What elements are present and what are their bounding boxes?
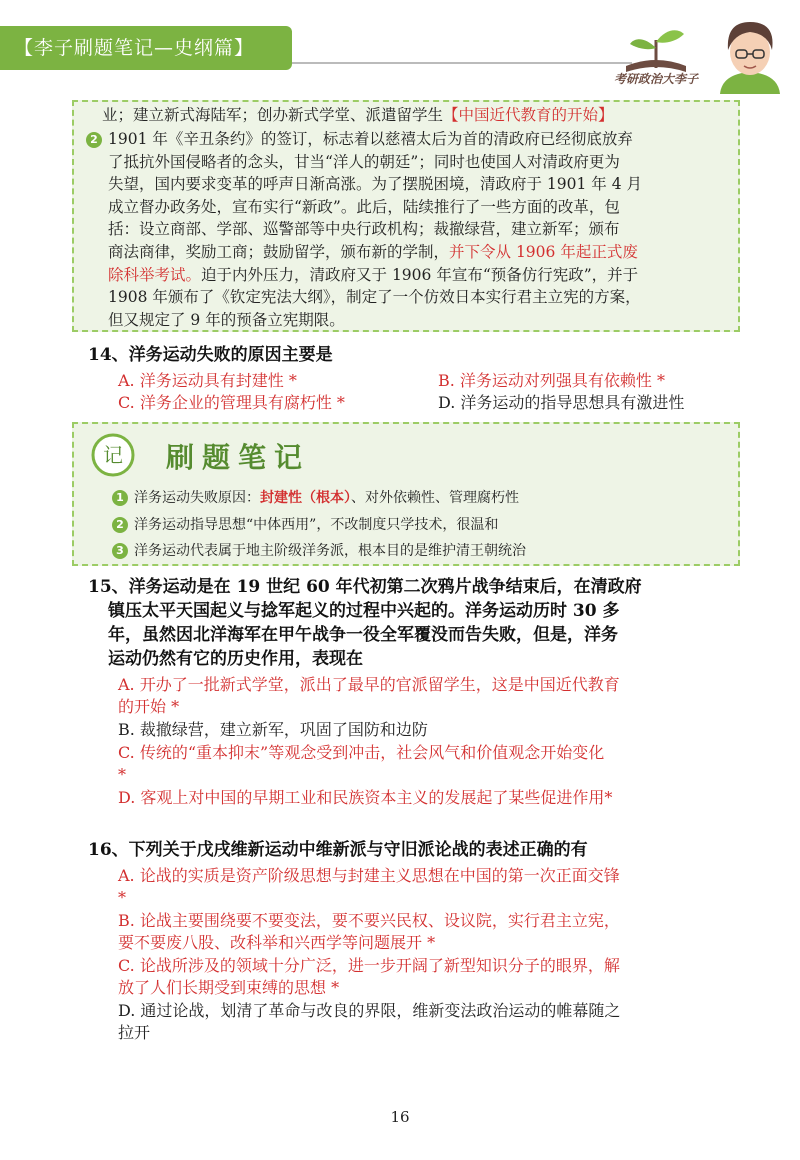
study-note-item-2: 2 洋务运动指导思想“中体西用”，不改制度只学技术，很温和 (112, 515, 498, 535)
q16-option-d: D. 通过论战，划清了革命与改良的界限，维新变法政治运动的帷幕随之 (118, 1001, 621, 1020)
q16-option-c: C. 论战所涉及的领域十分广泛，进一步开阔了新型知识分子的眼界，解 (118, 956, 620, 975)
number-badge-icon: 3 (112, 543, 128, 559)
top-note-line-0: 业；建立新式海陆军；创办新式学堂、派遣留学生【中国近代教育的开始】 (102, 106, 614, 124)
q16-option-c-cont: 放了人们长期受到束缚的思想 * (118, 978, 340, 997)
q16-option-b: B. 论战主要围绕要不要变法，要不要兴民权、设议院，实行君主立宪， (118, 911, 620, 930)
study-note-title: 刷题笔记 (166, 441, 311, 474)
top-note-line-4: 成立督办政务处，宣布实行“新政”。此后，陆续推行了一些方面的改革，包 (108, 197, 620, 216)
study-note-item-3: 3 洋务运动代表属于地主阶级洋务派，根本目的是维护清王朝统治 (112, 541, 526, 561)
q15-option-a: A. 开办了一批新式学堂，派出了最早的官派留学生，这是中国近代教育 (118, 675, 620, 694)
q16-option-a: A. 论战的实质是资产阶级思想与封建主义思想在中国的第一次正面交锋 (118, 866, 620, 885)
page-number: 16 (390, 1108, 410, 1126)
author-avatar-icon (714, 14, 786, 94)
q14-option-b: B. 洋务运动对列强具有依赖性 * (438, 371, 666, 390)
header-divider (292, 62, 632, 64)
q14-option-c: C. 洋务企业的管理具有腐朽性 * (118, 393, 345, 412)
study-note-box (72, 422, 740, 566)
top-note-line-6: 商法商律，奖励工商；鼓励留学，颁布新的学制，并下令从 1906 年起正式废 (108, 243, 638, 261)
note-ji-badge-icon (88, 430, 138, 480)
q15-option-a-cont: 的开始 * (118, 697, 180, 716)
number-badge-icon: 1 (112, 490, 128, 506)
question-15-stem-line-3: 年，虽然因北洋海军在甲午战争一役全军覆没而告失败，但是，洋务 (108, 625, 618, 645)
top-note-line-2: 了抵抗外国侵略者的念头，甘当“洋人的朝廷”；同时也使国人对清政府更为 (108, 152, 620, 171)
svg-text:记: 记 (103, 443, 123, 467)
study-note-item-1: 1 洋务运动失败原因：封建性（根本）、对外依赖性、管理腐朽性 (112, 488, 519, 508)
top-note-line-8: 1908 年颁布了《钦定宪法大纲》，制定了一个仿效日本实行君主立宪的方案， (108, 288, 641, 307)
q16-option-b-cont: 要不要废八股、改科举和兴西学等问题展开 * (118, 933, 436, 952)
book-title-banner: 【李子刷题笔记—史纲篇】 (0, 26, 292, 70)
top-note-box (72, 100, 740, 332)
top-note-line-7: 除科举考试。迫于内外压力，清政府又于 1906 年宣布“预备仿行宪政”，并于 (108, 265, 639, 284)
top-note-line-5: 括：设立商部、学部、巡警部等中央行政机构；裁撤绿营，建立新军；颁布 (108, 220, 620, 239)
q16-option-a-cont: * (118, 888, 126, 907)
q15-option-c: C. 传统的“重本抑末”等观念受到冲击，社会风气和价值观念开始变化 (118, 743, 605, 762)
q15-option-b: B. 裁撤绿营，建立新军，巩固了国防和边防 (118, 720, 428, 739)
q15-option-c-cont: * (118, 765, 126, 784)
q14-option-a: A. 洋务运动具有封建性 * (118, 371, 297, 390)
logo-text: 考研政治大李子 (613, 72, 698, 86)
number-badge-icon: 2 (112, 517, 128, 533)
top-note-line-9: 但又规定了 9 年的预备立宪期限。 (108, 310, 345, 329)
q16-option-d-cont: 拉开 (118, 1023, 151, 1042)
question-14-stem: 14、洋务运动失败的原因主要是 (88, 345, 333, 365)
top-note-line-1: 2 1901 年《辛丑条约》的签订，标志着以慈禧太后为首的清政府已经彻底放弃 (86, 128, 633, 151)
question-15-stem-line-4: 运动仍然有它的历史作用，表现在 (108, 649, 363, 669)
question-15-stem-line-2: 镇压太平天国起义与捻军起义的过程中兴起的。洋务运动历时 30 多 (108, 601, 620, 621)
q14-option-d: D. 洋务运动的指导思想具有激进性 (438, 393, 685, 412)
question-16-stem: 16、下列关于戊戌维新运动中维新派与守旧派论战的表述正确的有 (88, 840, 588, 860)
question-15-stem-line-1: 15、洋务运动是在 19 世纪 60 年代初第二次鸦片战争结束后，在清政府 (88, 577, 642, 597)
q15-option-d: D. 客观上对中国的早期工业和民族资本主义的发展起了某些促进作用* (118, 788, 613, 807)
top-note-line-3: 失望，国内要求变革的呼声日渐高涨。为了摆脱困境，清政府于 1901 年 4 月 (108, 175, 643, 194)
number-badge-icon: 2 (86, 132, 102, 148)
